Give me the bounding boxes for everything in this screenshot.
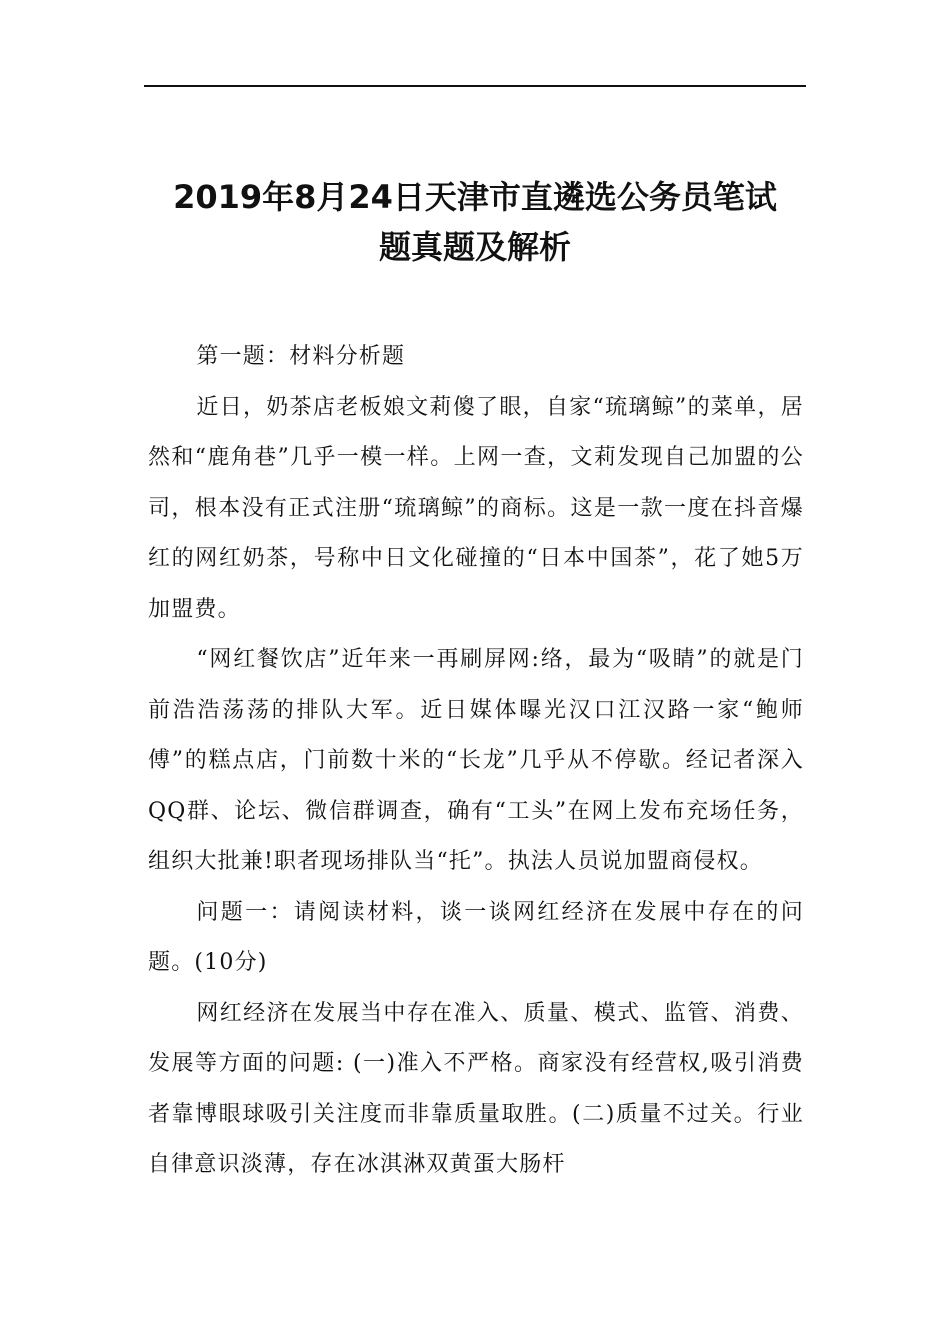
title-line-1: 2019年8月24日天津市直遴选公务员笔试 <box>173 178 777 216</box>
question: 问题一：请阅读材料，谈一谈网红经济在发展中存在的问题。(10分) <box>148 899 804 975</box>
paragraph: 近日，奶茶店老板娘文莉傻了眼，自家“琉璃鲸”的菜单，居然和“鹿角巷”几乎一模一样。上网一查，文莉发现自己加盟的公司，根本没有正式注册“琉璃鲸”的商标。这是一款一度在抖音爆红的网红奶茶，号称中日文化碰撞的“日本中国茶”，花了她5万加盟费。 <box>148 394 804 622</box>
header-rule <box>144 85 806 87</box>
document-title <box>144 172 806 272</box>
answer-paragraph: 网红经济在发展当中存在准入、质量、模式、监管、消费、发展等方面的问题: (一)准入不严格。商家没有经营权,吸引消费者靠博眼球吸引关注度而非靠质量取胜。(二)质量不过关。行业自律意识淡薄，存在冰淇淋双黄蛋大肠杆 <box>148 1000 804 1177</box>
title-line-2: 题真题及解析 <box>378 228 571 266</box>
document-body <box>148 332 804 1191</box>
section-heading: 第一题：材料分析题 <box>196 344 406 369</box>
paragraph: “网红餐饮店”近年来一再刷屏网:络，最为“吸睛”的就是门前浩浩荡荡的排队大军。近日媒体曝光汉口江汉路一家“鲍师傅”的糕点店，门前数十米的“长龙”几乎从不停歇。经记者深入QQ群、论坛、微信群调查，确有“工头”在网上发布充场任务，组织大批兼!职者现场排队当“托”。执法人员说加盟商侵权。 <box>148 647 804 874</box>
